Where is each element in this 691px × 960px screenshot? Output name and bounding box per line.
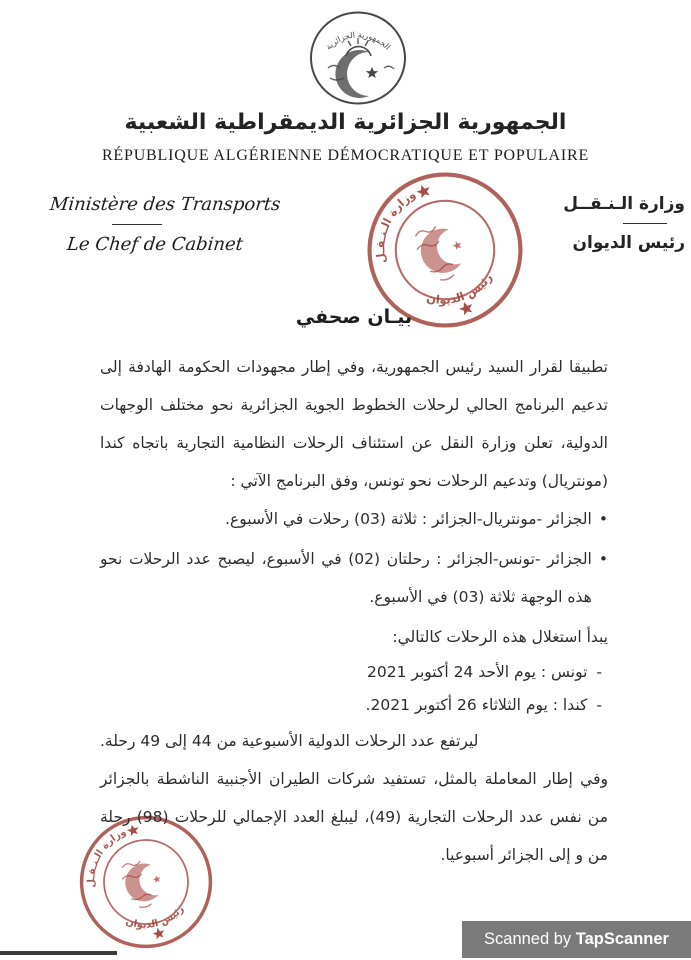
schedule-item-tunis <box>100 656 602 689</box>
star-icon <box>415 183 432 200</box>
weekly-total-line: ليرتفع عدد الرحلات الدولية الأسبوعية من 44 إلى 49 رحلة. <box>100 732 479 750</box>
emblem-arc-text: الجمهورية الجزائرية <box>323 30 393 52</box>
watermark-brand: TapScanner <box>575 930 669 948</box>
bullet-text: الجزائر -مونتريال-الجزائر : ثلاثة (03) رحلات في الأسبوع. <box>225 510 592 528</box>
bullet-item-montreal <box>100 500 608 538</box>
bullet-marker: • <box>598 550 608 568</box>
schedule-list <box>100 656 608 722</box>
country-name-french: RÉPUBLIQUE ALGÉRIENNE DÉMOCRATIQUE ET POPULAIRE <box>101 147 590 164</box>
office-name-arabic: رئيس الديوان <box>572 233 685 253</box>
watermark-prefix: Scanned by <box>484 930 576 948</box>
star-icon <box>452 240 463 251</box>
press-release-body <box>100 348 608 874</box>
intro-paragraph: تطبيقا لقرار السيد رئيس الجمهورية، وفي إطار مجهودات الحكومة الهادفة إلى تدعيم البرنامج الحالي لرحلات الخطوط الجوية الجزائرية نحو مختلف الوجهات الدولية، تعلن وزارة النقل عن استئناف الرحلات النظامية التجارية باتجاه كندا (مونتريال) وتدعيم الرحلات نحو تونس، وفق البرنامج الآتي : <box>100 358 608 490</box>
ministry-name-french: Ministère des Transports <box>48 194 282 215</box>
divider-line <box>623 223 667 224</box>
divider-line <box>112 224 162 225</box>
bullet-item-tunis <box>100 540 608 616</box>
dash-marker: - <box>596 696 602 714</box>
press-release-title: بيـان صحفي <box>295 306 413 328</box>
schedule-item-text: كندا : يوم الثلاثاء 26 أكتوبر 2021. <box>365 696 588 714</box>
scan-edge-shadow <box>0 951 117 955</box>
office-name-french: Le Chef de Cabinet <box>65 234 245 255</box>
letterhead-arabic <box>515 194 685 253</box>
tapscanner-watermark <box>462 921 691 958</box>
letterhead-french <box>48 194 282 255</box>
algeria-national-emblem-icon <box>306 10 410 108</box>
schedule-item-text: تونس : يوم الأحد 24 أكتوبر 2021 <box>367 663 588 681</box>
dash-marker: - <box>596 663 602 681</box>
schedule-intro: يبدأ استغلال هذه الرحلات كالتالي: <box>392 628 608 646</box>
schedule-item-canada <box>100 689 602 722</box>
country-name-arabic: الجمهورية الجزائرية الديمقراطية الشعبية <box>124 110 567 135</box>
closing-paragraph: وفي إطار المعاملة بالمثل، تستفيد شركات الطيران الأجنبية الناشطة بالجزائر من نفس عدد الرحلات التجارية (49)، ليبلغ العدد الإجمالي للرحلات (98) رحلة من و إلى الجزائر أسبوعيا. <box>100 770 608 864</box>
stamp-ring-text-bottom: رئيس الديوان <box>425 270 496 307</box>
bullet-text: الجزائر -تونس-الجزائر : رحلتان (02) في الأسبوع، ليصبح عدد الرحلات نحو هذه الوجهة ثلاثة (03) في الأسبوع. <box>100 550 592 606</box>
bullet-marker: • <box>598 510 608 528</box>
stamp-ring-text-top: وزارة الـنـقـل <box>373 186 419 265</box>
ministry-name-arabic: وزارة الـنـقــل <box>563 194 685 214</box>
